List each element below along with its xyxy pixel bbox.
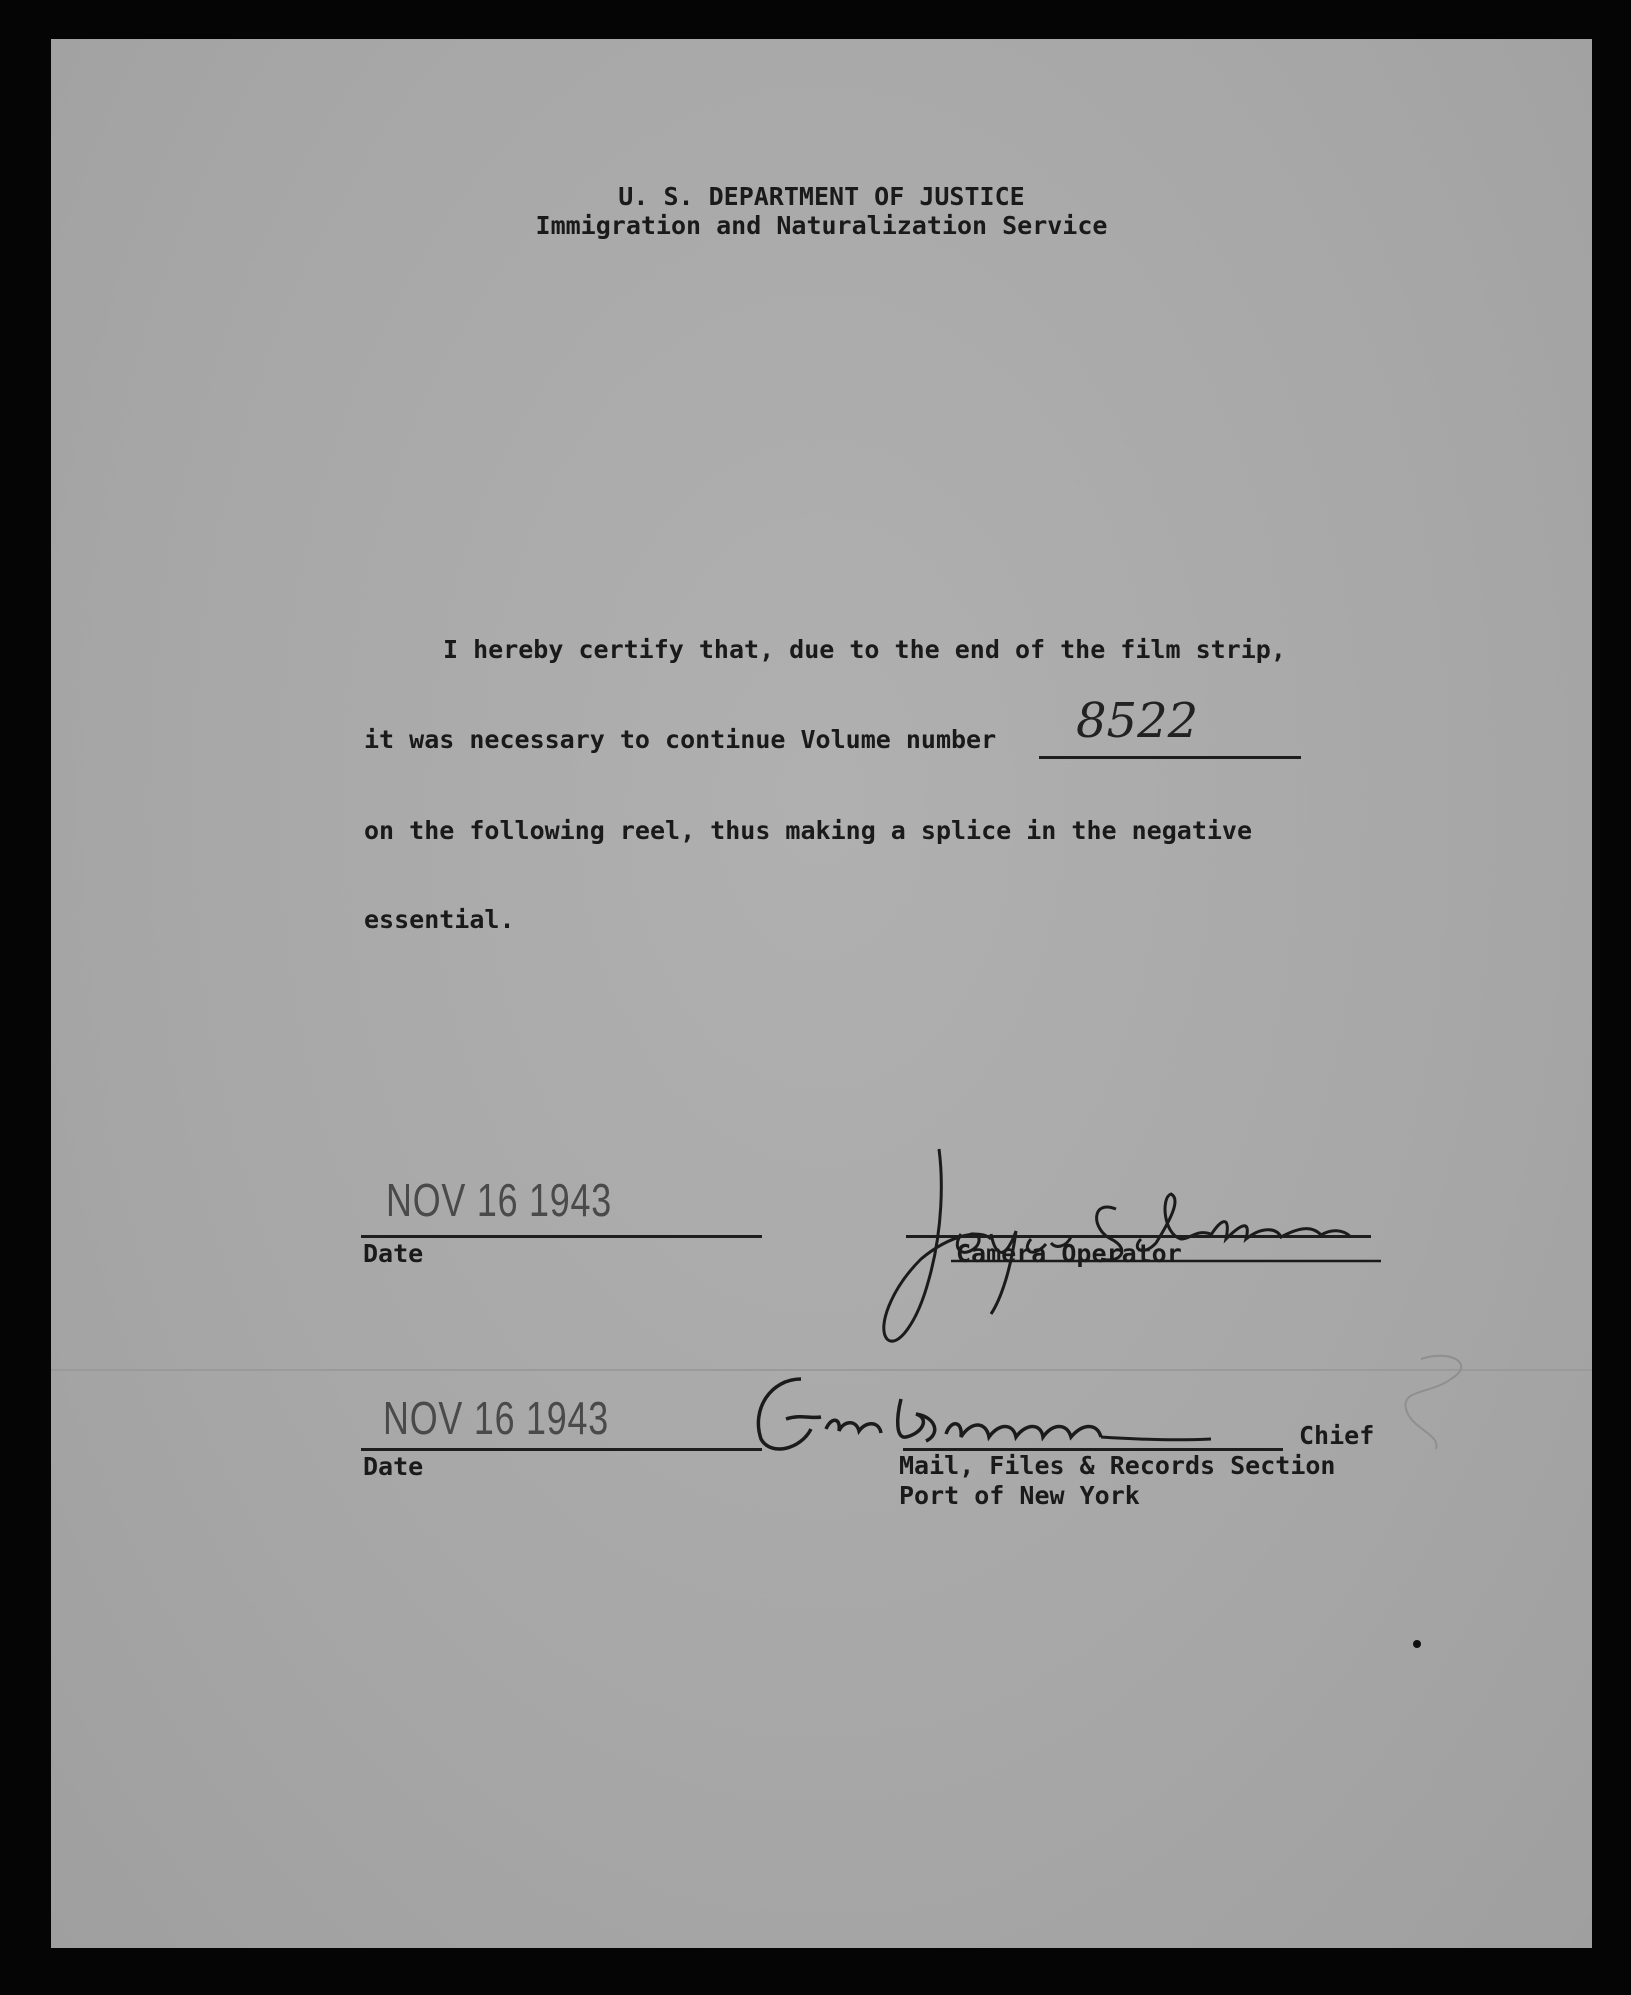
camera-operator-title: Camera Operator xyxy=(956,1239,1182,1268)
pencil-mark xyxy=(1381,1349,1481,1459)
chief-title: Chief xyxy=(1299,1421,1375,1450)
section-title: Mail, Files & Records Section xyxy=(899,1451,1336,1480)
date-line-1 xyxy=(361,1235,762,1238)
date-label-1: Date xyxy=(363,1239,424,1268)
body-line-2: it was necessary to continue Volume number xyxy=(364,725,997,754)
body-line-1: I hereby certify that, due to the end of the film strip, xyxy=(443,635,1286,664)
header-department: U. S. DEPARTMENT OF JUSTICE xyxy=(618,182,1025,211)
body-line-4: essential. xyxy=(364,905,515,934)
volume-number-line xyxy=(1039,756,1301,759)
specks xyxy=(1413,1640,1421,1648)
header-service: Immigration and Naturalization Service xyxy=(535,211,1108,240)
port-title: Port of New York xyxy=(899,1481,1140,1510)
date-line-2 xyxy=(361,1448,762,1451)
document-page xyxy=(51,39,1592,1948)
date-stamp-1: NOV 16 1943 xyxy=(386,1174,613,1226)
signature-line-1 xyxy=(906,1235,1371,1238)
date-label-2: Date xyxy=(363,1452,424,1481)
body-line-3: on the following reel, thus making a splice in the negative xyxy=(364,816,1253,845)
date-stamp-2: NOV 16 1943 xyxy=(383,1392,610,1444)
volume-number-handwritten: 8522 xyxy=(1076,693,1199,749)
